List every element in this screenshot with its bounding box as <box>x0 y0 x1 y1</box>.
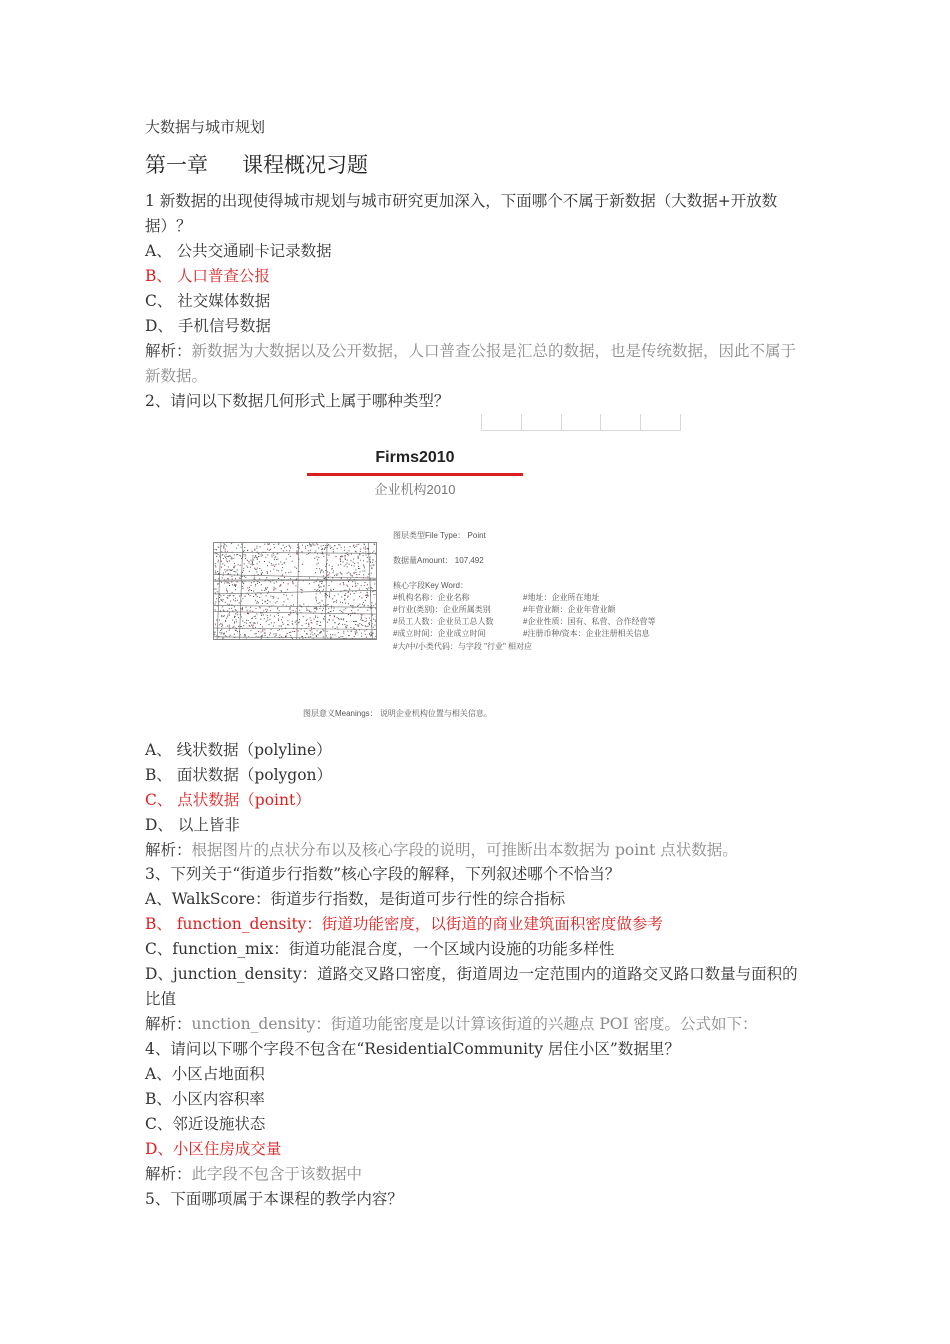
q3-analysis <box>145 1014 758 1034</box>
figure-keyword-label: 核心字段Key Word： <box>393 581 468 590</box>
q3-question: 3、下列关于“街道步行指数”核心字段的解释，下列叙述哪个不恰当？ <box>145 865 621 883</box>
q2-analysis-text: 根据图片的点状分布以及核心字段的说明，可推断出本数据为 point 点状数据。 <box>191 841 738 859</box>
q1-analysis-label: 解析： <box>145 342 192 360</box>
q2-option-a: A、 线状数据（polyline） <box>145 741 332 759</box>
figure-keyword: #注册币种/资本：企业注册相关信息 <box>523 629 650 638</box>
q4-analysis <box>145 1164 362 1184</box>
q4-option-b: B、小区内容积率 <box>145 1090 265 1108</box>
q2-option-c-answer: C、 点状数据（point） <box>145 791 311 809</box>
q4-option-a: A、小区占地面积 <box>145 1065 265 1083</box>
q1-option-c: C、 社交媒体数据 <box>145 292 271 310</box>
figure-keyword: #员工人数：企业员工总人数 <box>393 617 494 626</box>
q3-analysis-label: 解析： <box>145 1015 192 1033</box>
q4-question: 4、请问以下哪个字段不包含在“ResidentialCommunity 居住小区”数据里？ <box>145 1040 680 1058</box>
q2-option-b: B、 面状数据（polygon） <box>145 766 333 784</box>
point-map-image <box>213 542 377 640</box>
figure-amount: 数据量Amount： 107,492 <box>393 556 484 565</box>
q4-analysis-label: 解析： <box>145 1165 192 1183</box>
figure-title: Firms2010 <box>375 449 455 466</box>
figure-keyword: #成立时间：企业成立时间 <box>393 629 486 638</box>
q2-option-d: D、 以上皆非 <box>145 816 240 834</box>
q3-option-c: C、function_mix：街道功能混合度，一个区域内设施的功能多样性 <box>145 940 615 958</box>
figure-keyword: #地址：企业所在地址 <box>523 593 600 602</box>
figure-meanings: 图层意义Meanings： 说明企业机构位置与相关信息。 <box>303 709 492 718</box>
figure-file-type: 图层类型File Type： Point <box>393 531 486 540</box>
chapter-number: 第一章 <box>145 153 208 177</box>
q1-option-b-answer: B、 人口普查公报 <box>145 267 270 285</box>
q2-analysis <box>145 840 738 860</box>
figure-subtitle: 企业机构2010 <box>374 482 456 497</box>
figure-keyword: #年营业额：企业年营业额 <box>523 605 616 614</box>
q3-option-b-answer: B、 function_density：街道功能密度，以街道的商业建筑面积密度做参考 <box>145 915 663 933</box>
chapter-title: 课程概况习题 <box>242 153 368 177</box>
q3-option-d: D、junction_density：道路交叉路口密度，街道周边一定范围内的道路交叉路口数量与面积的比值 <box>145 965 798 1008</box>
chapter-heading <box>145 152 368 178</box>
q2-analysis-label: 解析： <box>145 841 192 859</box>
q1-analysis-text: 新数据为大数据以及公开数据，人口普查公报是汇总的数据，也是传统数据，因此不属于新数据。 <box>145 342 797 385</box>
point-scatter-map <box>214 543 376 639</box>
q1-option-d: D、 手机信号数据 <box>145 317 271 335</box>
q1-option-a: A、 公共交通刷卡记录数据 <box>145 242 332 260</box>
q3-option-a: A、WalkScore：街道步行指数，是街道可步行性的综合指标 <box>145 890 566 908</box>
q1-analysis <box>145 339 810 389</box>
figure-keyword: #大/中/小类代码：与字段 "行业" 相对应 <box>393 642 533 651</box>
q4-option-c: C、邻近设施状态 <box>145 1115 266 1133</box>
q1-question: 1 新数据的出现使得城市规划与城市研究更加深入，下面哪个不属于新数据（大数据+开放数据）？ <box>145 192 778 235</box>
q2-question: 2、请问以下数据几何形式上属于哪种类型？ <box>145 392 450 410</box>
q3-analysis-text: unction_density：街道功能密度是以计算该街道的兴趣点 POI 密度。公式如下： <box>191 1015 758 1033</box>
figure-keyword: #企业性质：国有、私营、合作经营等 <box>523 617 656 626</box>
document-title: 大数据与城市规划 <box>145 118 266 136</box>
figure-keyword: #行业(类别)：企业所属类别 <box>393 605 491 614</box>
figure-title-bar <box>307 473 523 476</box>
q5-question: 5、下面哪项属于本课程的教学内容？ <box>145 1190 403 1208</box>
q4-analysis-text: 此字段不包含于该数据中 <box>191 1165 363 1183</box>
figure-top-tabs <box>481 414 681 431</box>
figure-keyword: #机构名称：企业名称 <box>393 593 470 602</box>
q4-option-d-answer: D、小区住房成交量 <box>145 1140 282 1158</box>
